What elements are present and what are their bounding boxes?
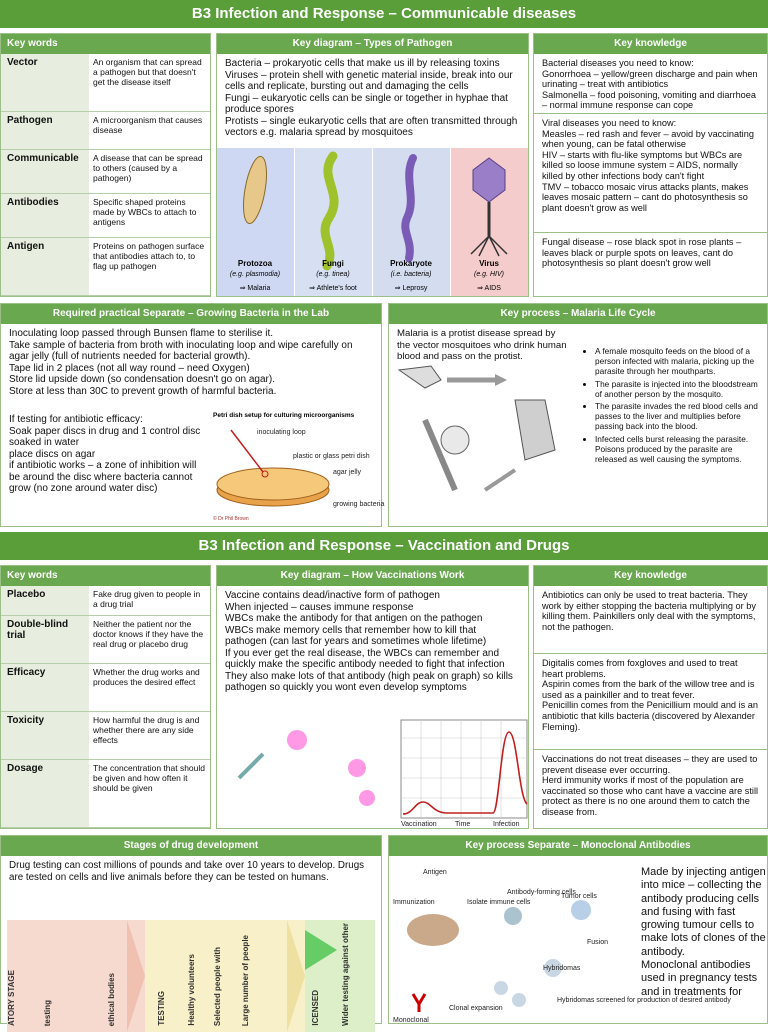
- pathogen-types-illustration: [217, 148, 528, 296]
- antibiotics-box: Antibiotics can only be used to treat bacteria. They work by either stopping the bacteria multiplying or by killing them. Painkillers only deal with the symptoms, not the pathogen.: [534, 586, 767, 654]
- vaccination-diagram-header: Key diagram – How Vaccinations Work: [217, 566, 528, 586]
- mab-label-isolate: Isolate immune cells: [467, 899, 531, 906]
- prokaryote-label: Prokaryote: [390, 259, 432, 268]
- malaria-step: • A female mosquito feeds on the blood of a person infected with malaria, picking up the parasite through her mouthparts.: [595, 346, 765, 377]
- drug-stage-labels: [7, 922, 375, 1026]
- mab-label-clonal: Clonal expansion: [449, 1005, 503, 1012]
- keywords-header-2: Key words: [1, 566, 210, 586]
- viral-diseases-box: Viral diseases you need to know: Measles – red rash and fever – avoid by vaccinating when young, can be fatal otherwise HIV – starts with flu-like symptoms but WBCs are killed so loose immune system = AIDS, normally killed by other infections body can't fight TMV – tobacco mosaic virus attacks plants, makes leaves mosaic pattern – cant do photosynthesis so plant doesn't grow as well: [534, 114, 767, 233]
- practical-header: Required practical Separate – Growing Bacteria in the Lab: [1, 304, 381, 324]
- drug-stage-label: ethical bodies: [107, 972, 116, 1026]
- protozoa-label: Protozoa: [237, 259, 273, 268]
- drug-stage-label: Wider testing against other: [341, 922, 350, 1026]
- keywords-header: Key words: [1, 34, 210, 54]
- keywords-panel-1: [0, 33, 211, 297]
- malaria-header: Key process – Malaria Life Cycle: [389, 304, 767, 324]
- drug-stage-label: Selected people with: [213, 946, 222, 1026]
- drug-stage-label: Large number of people: [241, 934, 250, 1026]
- label-petri-dish: plastic or glass petri dish: [293, 453, 370, 460]
- mab-label-screened: Hybridomas screened for production of desired antibody: [557, 997, 731, 1004]
- drug-sources-box: Digitalis comes from foxgloves and used to treat heart problems. Aspirin comes from the bark of the willow tree and is used as a painkiller and to treat fever. Penicillin comes from the Penicillium mould and is an antibiotic that kills bacteria (discovered by Alexander Fleming).: [534, 654, 767, 750]
- keyword-row: [1, 150, 210, 194]
- fungal-disease-box: Fungal disease – rose black spot in rose plants – leaves black or purple spots on leaves, cant do photosynthesis so plant doesn't grow well: [542, 237, 742, 269]
- keyword-row: [1, 760, 210, 828]
- malaria-panel: [388, 303, 768, 527]
- antibiotic-efficacy-text: If testing for antibiotic efficacy: Soak paper discs in drug and 1 control disc soaked in water place discs on agar if antibiotic works – a zone of inhibition will be around the disc where bacteria cannot grow (no zone around water disc): [9, 414, 201, 494]
- keyword-term: Dosage: [7, 763, 44, 774]
- drug-development-header: Stages of drug development: [1, 836, 381, 856]
- drug-stage-label: TESTING: [157, 991, 166, 1026]
- keyword-term: Pathogen: [7, 115, 53, 126]
- mab-label-hybridomas: Hybridomas: [543, 965, 581, 972]
- drug-development-text: Drug testing can cost millions of pounds and take over 10 years to develop. Drugs are tested on cells and live animals before they can be tested on humans.: [9, 860, 365, 883]
- keyword-row: [1, 616, 210, 664]
- keywords-list-2: [1, 586, 210, 828]
- malaria-step: • Infected cells burst releasing the parasite. Poisons produced by the parasite are released as well causing the symptoms.: [595, 434, 765, 465]
- keyword-term: Toxicity: [7, 715, 45, 726]
- mab-label-antibody-cells: Antibody-forming cells: [507, 889, 576, 896]
- virus-eg: (e.g. HIV): [474, 271, 504, 278]
- vaccination-diagram-panel: [216, 565, 529, 829]
- pathogen-types-text: Bacteria – prokaryotic cells that make us ill by releasing toxins Viruses – protein shell with genetic material inside, break into our cells and replicate, bursting out and damaging the cells Fungi – eukaryotic cells can be single or together in hyphae that produce spores Protists – single eukaryotic cells that are often transmitted through vectors e.g. malaria spread by mosquitoes: [225, 58, 518, 138]
- inoculating-loop-icon: [231, 430, 263, 472]
- vaccinations-box: Vaccinations do not treat diseases – they are used to prevent disease ever occurring. Herd immunity works if most of the population are vaccinated so those who cant have a vaccine are still protect as there is no one around them to catch the disease from.: [542, 754, 759, 817]
- pathogen-diagram-header: Key diagram – Types of Pathogen: [217, 34, 528, 54]
- keyword-definition: An organism that can spread a pathogen but that doesn't get the disease itself: [89, 54, 210, 111]
- keyword-row: [1, 712, 210, 760]
- drug-stage-label: ATORY STAGE: [7, 969, 16, 1026]
- graph-label-infection: Infection: [493, 821, 520, 828]
- mab-label-tumor: Tumor cells: [561, 893, 597, 900]
- keyword-definition: A microorganism that causes disease: [89, 112, 210, 149]
- drug-development-panel: [0, 835, 382, 1024]
- drug-stage-label: Healthy volunteers: [187, 954, 196, 1026]
- monoclonal-panel: [388, 835, 768, 1024]
- keyword-term: Antigen: [7, 241, 45, 252]
- keyword-row: [1, 112, 210, 150]
- keyword-term: Placebo: [7, 589, 46, 600]
- monoclonal-header: Key process Separate – Monoclonal Antibodies: [389, 836, 767, 856]
- malaria-intro: Malaria is a protist disease spread by the vector mosquitoes who drink human blood and pass on the protist.: [397, 328, 567, 362]
- practical-panel: [0, 303, 385, 527]
- keyword-definition: Proteins on pathogen surface that antibodies attach to, to flag up pathogen: [89, 238, 210, 295]
- malaria-step: • The parasite invades the red blood cells and passes to the liver and multiplies before passing back into the blood.: [595, 401, 765, 432]
- virus-disease: ⇒ AIDS: [477, 285, 501, 292]
- knowledge-header-1: Key knowledge: [534, 34, 767, 54]
- protozoa-eg: (e.g. plasmodia): [229, 271, 281, 278]
- pathogen-diagram-panel: [216, 33, 529, 297]
- label-growing-bacteria: growing bacteria: [333, 501, 385, 508]
- malaria-steps-list: [581, 346, 765, 466]
- mab-label-fusion: Fusion: [587, 939, 609, 946]
- keyword-term: Vector: [7, 57, 38, 68]
- label-inoculating-loop: inoculating loop: [257, 429, 306, 436]
- protozoa-disease: ⇒ Malaria: [239, 285, 271, 292]
- keywords-panel-2: [0, 565, 211, 829]
- practical-method-text: Inoculating loop passed through Bunsen flame to sterilise it. Take sample of bacteria from broth with inoculating loop and wipe carefully on agar jelly (full of nutrients needed for bacterial growth). Tape lid in 2 places (not all way round – need Oxygen) Store lid upside down (so condensation doesn't go on agar). Store at less than 30C to prevent growth of harmful bacteria.: [9, 328, 353, 397]
- keyword-row: [1, 664, 210, 712]
- keyword-term: Efficacy: [7, 667, 46, 678]
- banner-communicable: B3 Infection and Response – Communicable diseases: [0, 0, 768, 28]
- mab-label-antigen: Antigen: [423, 869, 447, 876]
- figure-credit: © Dr Phil Brown: [213, 516, 249, 522]
- keyword-definition: A disease that can be spread to others (caused by a pathogen): [89, 150, 210, 193]
- knowledge-panel-1: [533, 33, 768, 297]
- graph-label-time: Time: [455, 821, 471, 828]
- keyword-term: Communicable: [7, 153, 79, 164]
- prokaryote-icon: [405, 158, 413, 258]
- mab-label-monoclonal: Monoclonal: [393, 1017, 429, 1024]
- label-agar-jelly: agar jelly: [333, 469, 362, 476]
- keyword-row: [1, 238, 210, 296]
- prokaryote-eg: (i.e. bacteria): [390, 271, 432, 278]
- malaria-cycle-figure: [395, 360, 575, 510]
- mab-label-immunization: Immunization: [393, 899, 435, 906]
- keyword-term: Antibodies: [7, 197, 59, 208]
- keyword-definition: The concentration that should be given and how often it should be given: [89, 760, 210, 827]
- keyword-definition: Fake drug given to people in a drug trial: [89, 586, 210, 615]
- monoclonal-text: Made by injecting antigen into mice – collecting the antibody producing cells and fusing with fast growing tumour cells to make lots of clones of the antibody. Monoclonal antibodies used in pregnancy tests and in treatments for: [641, 866, 766, 998]
- keyword-row: [1, 54, 210, 112]
- vaccination-text: Vaccine contains dead/inactive form of pathogen When injected – causes immune response WBCs make the antibody for that antigen on the pathogen WBCs make memory cells that remember how to kill that pathogen (can last for years and sometimes whole lifetime) If you ever get the real disease, the WBCs can remember and quickly make the specific antibody needed to fight that infection They also make lots of that antibody (high peak on graph) so kills pathogen so quickly you wont even develop symptoms: [225, 590, 513, 693]
- knowledge-panel-2: [533, 565, 768, 829]
- banner-vaccination: B3 Infection and Response – Vaccination and Drugs: [0, 532, 768, 560]
- antibody-graph: [401, 720, 527, 818]
- malaria-step: • The parasite is injected into the bloodstream of another person by the mosquito.: [595, 379, 765, 399]
- bacterial-diseases-box: Bacterial diseases you need to know: Gonorrhoea – yellow/green discharge and pain when urinating – treat with antibiotics Salmonella – food poisoning, vomiting and diarrhoea – normal immune response can cope: [534, 54, 767, 114]
- petri-dish-figure: [211, 408, 385, 526]
- keyword-definition: Specific shaped proteins made by WBCs to attach to antigens: [89, 194, 210, 237]
- fungi-eg: (e.g. tinea): [316, 271, 350, 278]
- keyword-row: [1, 194, 210, 238]
- virus-label: Virus: [479, 259, 499, 268]
- graph-label-vaccination: Vaccination: [401, 821, 437, 828]
- keywords-list: [1, 54, 210, 296]
- fungi-disease: ⇒ Athlete's foot: [309, 285, 357, 292]
- prokaryote-disease: ⇒ Leprosy: [394, 285, 428, 292]
- keyword-definition: Neither the patient nor the doctor knows if they have the real drug or placebo drug: [89, 616, 210, 663]
- drug-stage-label: ICENSED: [311, 990, 320, 1026]
- fungi-label: Fungi: [322, 259, 344, 268]
- keyword-definition: How harmful the drug is and whether there are any side effects: [89, 712, 210, 759]
- drug-stage-label: testing: [43, 999, 52, 1026]
- keyword-row: [1, 586, 210, 616]
- petri-dish-title: Petri dish setup for culturing microorganisms: [213, 412, 355, 419]
- knowledge-header-2: Key knowledge: [534, 566, 767, 586]
- vaccination-illustration: [217, 718, 528, 828]
- mouse-icon: [407, 914, 459, 946]
- keyword-term: Double-blind trial: [7, 619, 69, 641]
- keyword-definition: Whether the drug works and produces the desired effect: [89, 664, 210, 711]
